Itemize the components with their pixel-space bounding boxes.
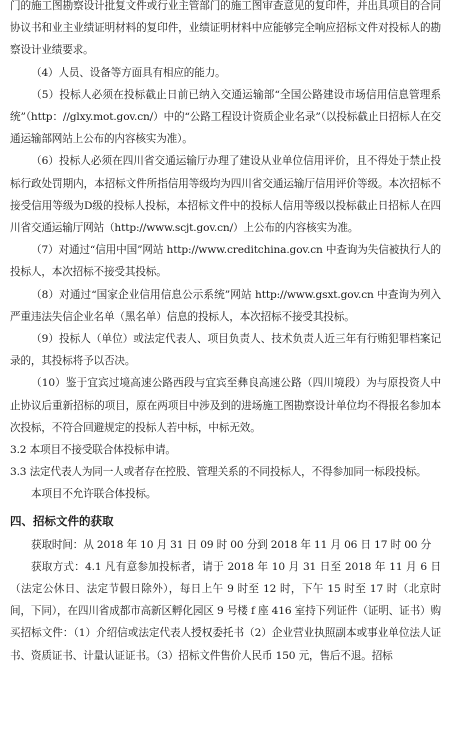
paragraph-requirement-6: （6）投标人必须在四川省交通运输厅办理了建设从业单位信用评价，且不得处于禁止投标行政处罚期内，本招标文件所指信用等级均为四川省交通运输厅信用评价等级。本次招标不接受信用等级为D级的投标人投标，本招标文件中的投标人信用等级以投标截止日招标人在四川省交通运输厅网站（http://www.scjt.gov.cn/）上公布的内容核实为准。 — [10, 155, 441, 235]
paragraph-continued-intro: 门的施工图勘察设计批复文件或行业主管部门的施工图审查意见的复印件，并出具项目的合同协议书和业主业绩证明材料的复印件，业绩证明材料中应能够完全响应招标文件对投标人的勘察设计业绩要求。 — [10, 0, 441, 57]
paragraph-requirement-5: （5）投标人必须在投标截止日前已纳入交通运输部“全国公路建设市场信用信息管理系统”（http：//glxy.mot.gov.cn/）中的“公路工程设计资质企业名录”（以投标截止日招标人在交通运输部网站上公布的内容核实为准）。 — [10, 88, 441, 146]
paragraph-obtain-method: 获取方式：4.1 凡有意参加投标者，请于 2018 年 10 月 31 日至 2018 年 11 月 6 日（法定公休日、法定节假日除外），每日上午 9 时至 12 时，下午 15 时至 17 时（北京时间，下同），在四川省成都市高新区孵化园区 9 号楼 f 座 416 室持下列证件（证明、证书）购买招标文件：（1）介绍信或法定代表人授权委托书（2）企业营业执照副本或事业单位法人证书、资质证书、计量认证证书。（3）招标文件售价人民币 150 元，售后不退。招标 — [10, 560, 441, 662]
section-heading-obtain-documents: 四、招标文件的获取 — [10, 513, 114, 528]
paragraph-requirement-4: （4）人员、设备等方面具有相应的能力。 — [31, 66, 226, 79]
paragraph-clause-3-2: 3.2 本项目不接受联合体投标申请。 — [10, 444, 176, 457]
paragraph-obtain-time: 获取时间：从 2018 年 10 月 31 日 09 时 00 分到 2018 年 11 月 06 日 17 时 00 分 — [31, 538, 432, 551]
paragraph-requirement-10: （10）鉴于宜宾过境高速公路西段与宜宾至彝良高速公路（四川境段）为与原投资人中止协议后重新招标的项目，原在两项目中涉及到的进场施工图勘察设计单位均不得报名参加本次投标，不符合回避规定的投标人若中标，中标无效。 — [10, 377, 441, 434]
paragraph-requirement-8: （8）对通过“国家企业信用信息公示系统”网站 http://www.gsxt.gov.cn 中查询为列入严重违法失信企业名单（黑名单）信息的投标人，本次招标不接受其投标。 — [10, 288, 441, 323]
paragraph-no-consortium: 本项目不允许联合体投标。 — [31, 488, 157, 501]
paragraph-requirement-7: （7）对通过“信用中国”网站 http://www.creditchina.gov.cn 中查询为失信被执行人的投标人，本次招标不接受其投标。 — [10, 244, 441, 279]
paragraph-clause-3-3: 3.3 法定代表人为同一人或者存在控股、管理关系的不同投标人，不得参加同一标段投标。 — [10, 466, 427, 479]
paragraph-requirement-9: （9）投标人（单位）或法定代表人、项目负责人、技术负责人近三年有行贿犯罪档案记录的，其投标将予以否决。 — [10, 333, 441, 368]
